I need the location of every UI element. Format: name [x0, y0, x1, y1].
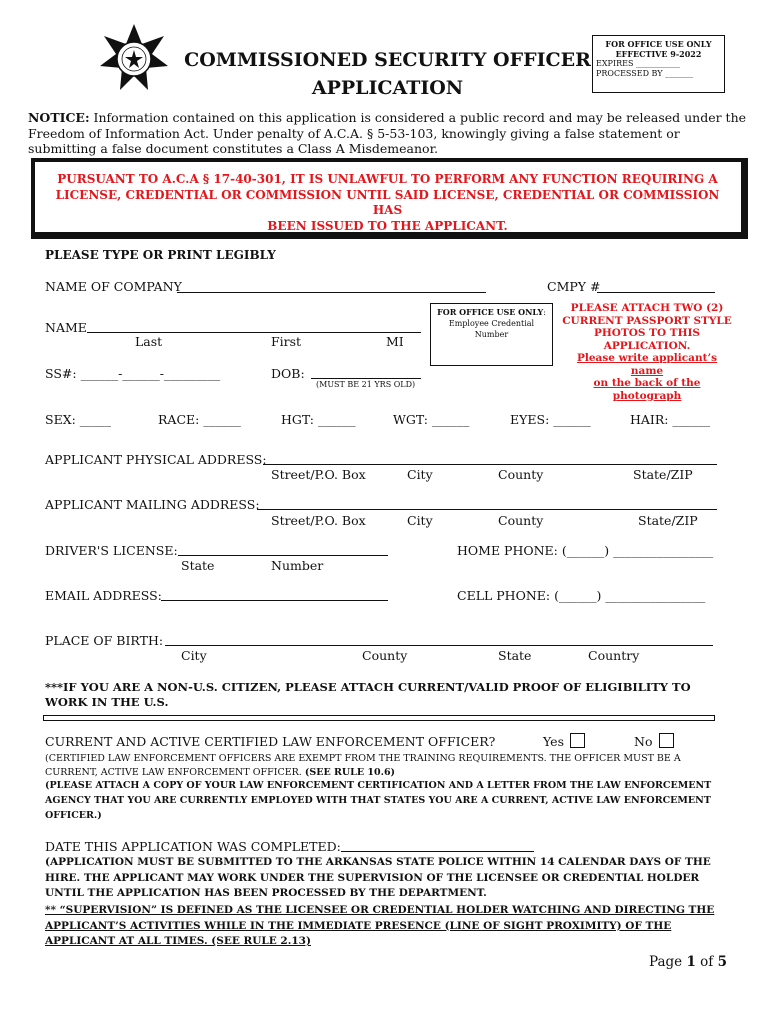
cmpy-field[interactable]	[597, 292, 715, 293]
email-label: EMAIL ADDRESS:	[45, 588, 162, 603]
mailing-street-caption: Street/P.O. Box	[271, 513, 366, 528]
height-field[interactable]: HGT: ______	[281, 412, 356, 427]
company-field[interactable]	[177, 292, 486, 293]
birth-state-caption: State	[498, 648, 532, 663]
no-checkbox[interactable]	[659, 733, 674, 748]
supervision-definition: ** “SUPERVISION” IS DEFINED AS THE LICENSEE OR CREDENTIAL HOLDER WATCHING AND DIRECTING THE APPLICANT’S ACTIVITIES WHILE IN THE IMMEDIATE PRESENCE (LINE OF SIGHT PROXIMITY) OF THE APPLICANT AT ALL TIMES. (SEE RULE 2.13)	[45, 904, 715, 947]
birth-country-caption: Country	[588, 648, 640, 663]
physical-street-caption: Street/P.O. Box	[271, 467, 366, 482]
race-field[interactable]: RACE: ______	[158, 412, 241, 427]
credential-sub-label: Employee Credential Number	[448, 319, 535, 339]
mailing-state-caption: State/ZIP	[638, 513, 698, 528]
section-divider	[43, 715, 715, 721]
page-number: Page 1 of 5	[649, 954, 727, 970]
cell-phone-field[interactable]: CELL PHONE: (______) ________________	[457, 588, 706, 603]
physical-city-caption: City	[407, 467, 433, 482]
notice-text-3: submitting a false document constitutes a Class A Misdemeanor.	[28, 141, 439, 156]
birth-city-caption: City	[181, 648, 207, 663]
office-use-box	[592, 35, 725, 93]
submission-note: (APPLICATION MUST BE SUBMITTED TO THE ARKANSAS STATE POLICE WITHIN 14 CALENDAR DAYS OF THE HIRE. THE APPLICANT MAY WORK UNDER THE SUPERVISION OF THE LICENSEE OR CREDENTIAL HOLDER UNTIL THE APPLICATION HAS BEEN PROCESSED BY THE DEPARTMENT.	[45, 856, 711, 899]
photo-note: PLEASE ATTACH TWO (2) CURRENT PASSPORT STYLE PHOTOS TO THIS APPLICATION. Please write applicant’s name on the back of the photograph	[562, 302, 732, 402]
eyes-field[interactable]: EYES: ______	[510, 412, 591, 427]
ssn-field[interactable]: SS#: ______-______-_________	[45, 366, 221, 381]
dob-label: DOB:	[271, 366, 305, 381]
dob-note: (MUST BE 21 YRS OLD)	[316, 380, 416, 389]
warning-line3: BEEN ISSUED TO THE APPLICANT.	[267, 218, 508, 233]
name-mi-caption: MI	[386, 334, 404, 349]
yes-checkbox[interactable]	[570, 733, 585, 748]
title-line1: COMMISSIONED SECURITY OFFICER	[184, 49, 591, 71]
effective-date: EFFECTIVE 9-2022	[615, 49, 702, 59]
birth-place-field[interactable]	[165, 645, 713, 646]
date-completed-field[interactable]	[341, 851, 534, 852]
dob-field[interactable]	[311, 378, 421, 379]
name-last-caption: Last	[135, 334, 163, 349]
credential-number-box: FOR OFFICE USE ONLY: Employee Credential Number	[430, 303, 553, 366]
expires-field[interactable]: EXPIRES ___________	[596, 59, 680, 68]
warning-line2: LICENSE, CREDENTIAL OR COMMISSION UNTIL SAID LICENSE, CREDENTIAL OR COMMISSION HAS	[55, 187, 720, 217]
yes-label: Yes	[543, 734, 564, 749]
home-phone-field[interactable]: HOME PHONE: (______) ________________	[457, 543, 714, 558]
sex-field[interactable]: SEX: _____	[45, 412, 112, 427]
mailing-address-field[interactable]	[257, 509, 717, 510]
office-use-title: FOR OFFICE USE ONLY	[605, 39, 712, 49]
physical-address-label: APPLICANT PHYSICAL ADDRESS:	[45, 452, 267, 467]
attach-certification-note: (PLEASE ATTACH A COPY OF YOUR LAW ENFORCEMENT CERTIFICATION AND A LETTER FROM THE LAW ENFORCEMENT AGENCY THAT YOU ARE CURRENTLY EMPLOYED WITH THAT STATES YOU ARE A CURRENT, ACTIVE LAW ENFORCEMENT OFFICER.)	[45, 780, 712, 821]
physical-state-caption: State/ZIP	[633, 467, 693, 482]
hair-field[interactable]: HAIR: ______	[630, 412, 710, 427]
seal-logo	[98, 22, 170, 94]
officer-question: CURRENT AND ACTIVE CERTIFIED LAW ENFORCEMENT OFFICER?	[45, 734, 496, 749]
name-field[interactable]	[87, 332, 421, 333]
processed-by-field[interactable]: PROCESSED BY _______	[596, 69, 694, 78]
notice-paragraph	[28, 110, 748, 157]
page-title	[180, 46, 595, 102]
print-instruction: PLEASE TYPE OR PRINT LEGIBLY	[45, 248, 276, 262]
notice-text-1: Information contained on this application is considered a public record and may be released under the	[89, 110, 747, 125]
title-line2: APPLICATION	[311, 77, 464, 99]
mailing-address-label: APPLICANT MAILING ADDRESS:	[45, 497, 260, 512]
date-completed-label: DATE THIS APPLICATION WAS COMPLETED:	[45, 839, 341, 854]
warning-line1: PURSUANT TO A.C.A § 17-40-301, IT IS UNLAWFUL TO PERFORM ANY FUNCTION REQUIRING A	[57, 172, 718, 186]
warning-text	[40, 172, 735, 234]
name-first-caption: First	[271, 334, 302, 349]
credential-office-label: FOR OFFICE USE ONLY	[437, 307, 544, 317]
mailing-county-caption: County	[498, 513, 544, 528]
drivers-license-field[interactable]	[178, 555, 388, 556]
name-label: NAME	[45, 320, 87, 335]
dl-number-caption: Number	[271, 558, 324, 573]
no-label: No	[634, 734, 653, 749]
exempt-note: (CERTIFIED LAW ENFORCEMENT OFFICERS ARE EXEMPT FROM THE TRAINING REQUIREMENTS. THE OFFICER MUST BE A CURRENT, ACTIVE LAW ENFORCEMENT OFFICER. (SEE RULE 10.6)	[45, 753, 681, 778]
drivers-license-label: DRIVER'S LICENSE:	[45, 543, 178, 558]
dl-state-caption: State	[181, 558, 215, 573]
weight-field[interactable]: WGT: ______	[393, 412, 470, 427]
physical-address-field[interactable]	[263, 464, 717, 465]
notice-text-2: Freedom of Information Act. Under penalty of A.C.A. § 5-53-103, knowingly giving a false statement or	[28, 125, 680, 141]
non-citizen-notice: ***IF YOU ARE A NON-U.S. CITIZEN, PLEASE ATTACH CURRENT/VALID PROOF OF ELIGIBILITY TO WORK IN THE U.S.	[45, 680, 691, 709]
cmpy-label: CMPY #	[547, 279, 601, 294]
notice-label: NOTICE:	[28, 110, 90, 125]
email-field[interactable]	[161, 600, 388, 601]
birth-place-label: PLACE OF BIRTH:	[45, 633, 164, 648]
company-label: NAME OF COMPANY	[45, 279, 182, 294]
mailing-city-caption: City	[407, 513, 433, 528]
birth-county-caption: County	[362, 648, 408, 663]
physical-county-caption: County	[498, 467, 544, 482]
